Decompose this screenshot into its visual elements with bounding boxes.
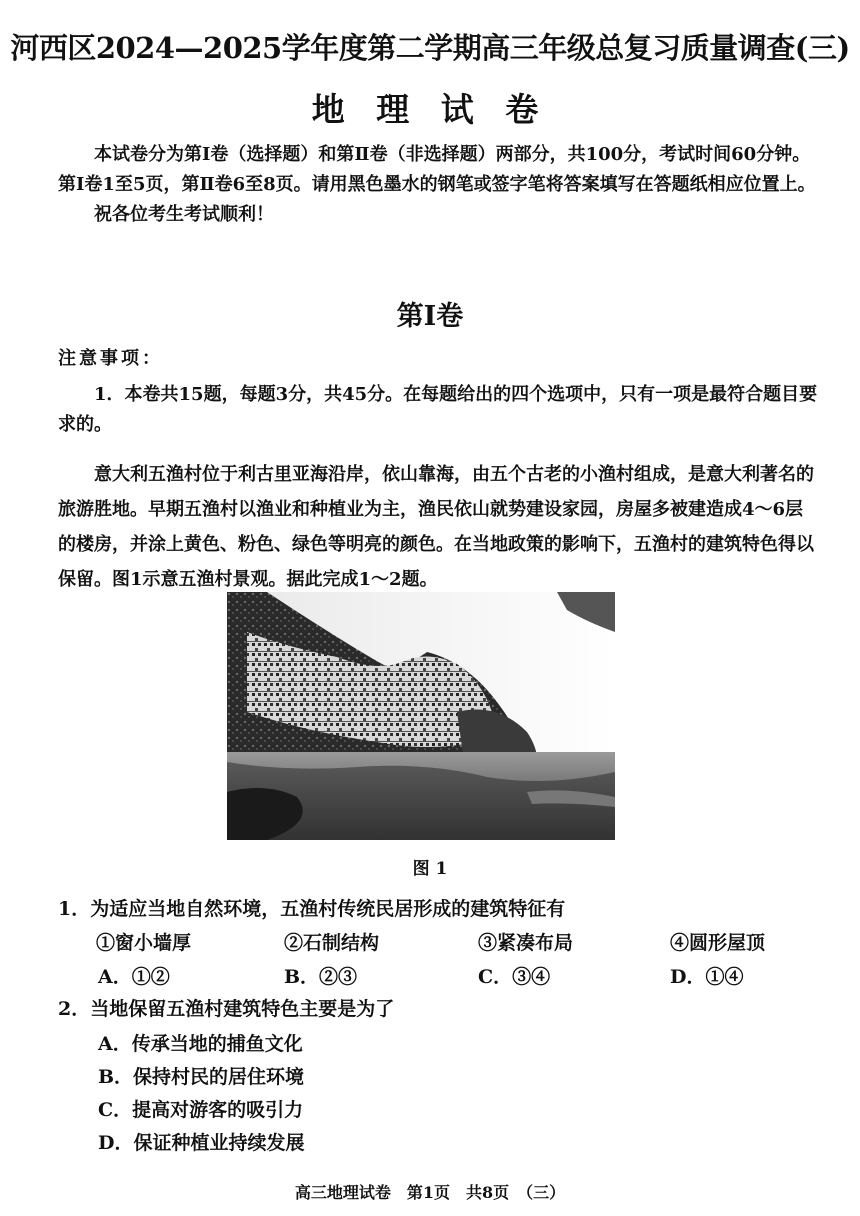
cinque-terre-photo	[227, 592, 615, 840]
question-1-item: ①窗小墙厚	[96, 932, 192, 954]
instructions-text: 本试卷分为第Ⅰ卷（选择题）和第Ⅱ卷（非选择题）两部分，共100分，考试时间60分钟。第Ⅰ卷1至5页，第Ⅱ卷6至8页。请用黑色墨水的钢笔或签字笔将答案填写在答题纸相应位置上。	[58, 144, 816, 195]
question-2-option-a[interactable]: A．传承当地的捕鱼文化	[98, 1033, 303, 1055]
question-1-item: ②石制结构	[284, 932, 380, 954]
passage-text: 意大利五渔村位于利古里亚海沿岸，依山靠海，由五个古老的小渔村组成，是意大利著名的旅游胜地。早期五渔村以渔业和种植业为主，渔民依山就势建设家园，房屋多被建造成4～6层的楼房，并涂上黄色、粉色、绿色等明亮的颜色。在当地政策的影响下，五渔村的建筑特色得以保留。图1示意五渔村景观。据此完成1～2题。	[58, 464, 814, 590]
section-title: 第Ⅰ卷	[396, 301, 464, 332]
question-1-stem: 1．为适应当地自然环境，五渔村传统民居形成的建筑特征有	[58, 898, 566, 920]
reading-passage	[58, 457, 820, 597]
notice-item-text: 1．本卷共15题，每题3分，共45分。在每题给出的四个选项中，只有一项是最符合题目要求的。	[58, 384, 818, 435]
question-1-item: ③紧凑布局	[478, 932, 574, 954]
question-1-option-a[interactable]: A．①②	[98, 966, 170, 988]
question-1-option-b[interactable]: B．②③	[284, 966, 358, 988]
page-footer: 高三地理试卷 第1页 共8页 （三）	[294, 1183, 566, 1202]
question-2-option-c[interactable]: C．提高对游客的吸引力	[98, 1099, 304, 1121]
subject-title: 地 理 试 卷	[311, 90, 549, 129]
question-2-option-d[interactable]: D．保证种植业持续发展	[98, 1132, 305, 1154]
notice-heading: 注意事项：	[58, 348, 163, 369]
exam-title: 河西区2024—2025学年度第二学期高三年级总复习质量调查(三)	[10, 31, 850, 65]
question-1-option-c[interactable]: C．③④	[478, 966, 551, 988]
good-luck-text: 祝各位考生考试顺利！	[94, 204, 274, 225]
question-2-option-b[interactable]: B．保持村民的居住环境	[98, 1066, 305, 1088]
question-2-stem: 2．当地保留五渔村建筑特色主要是为了	[58, 998, 395, 1020]
figure-caption: 图 1	[412, 859, 448, 879]
question-1-option-d[interactable]: D．①④	[670, 966, 744, 988]
question-1-item: ④圆形屋顶	[670, 932, 766, 954]
exam-instructions	[58, 140, 818, 230]
notice-item	[58, 380, 818, 440]
